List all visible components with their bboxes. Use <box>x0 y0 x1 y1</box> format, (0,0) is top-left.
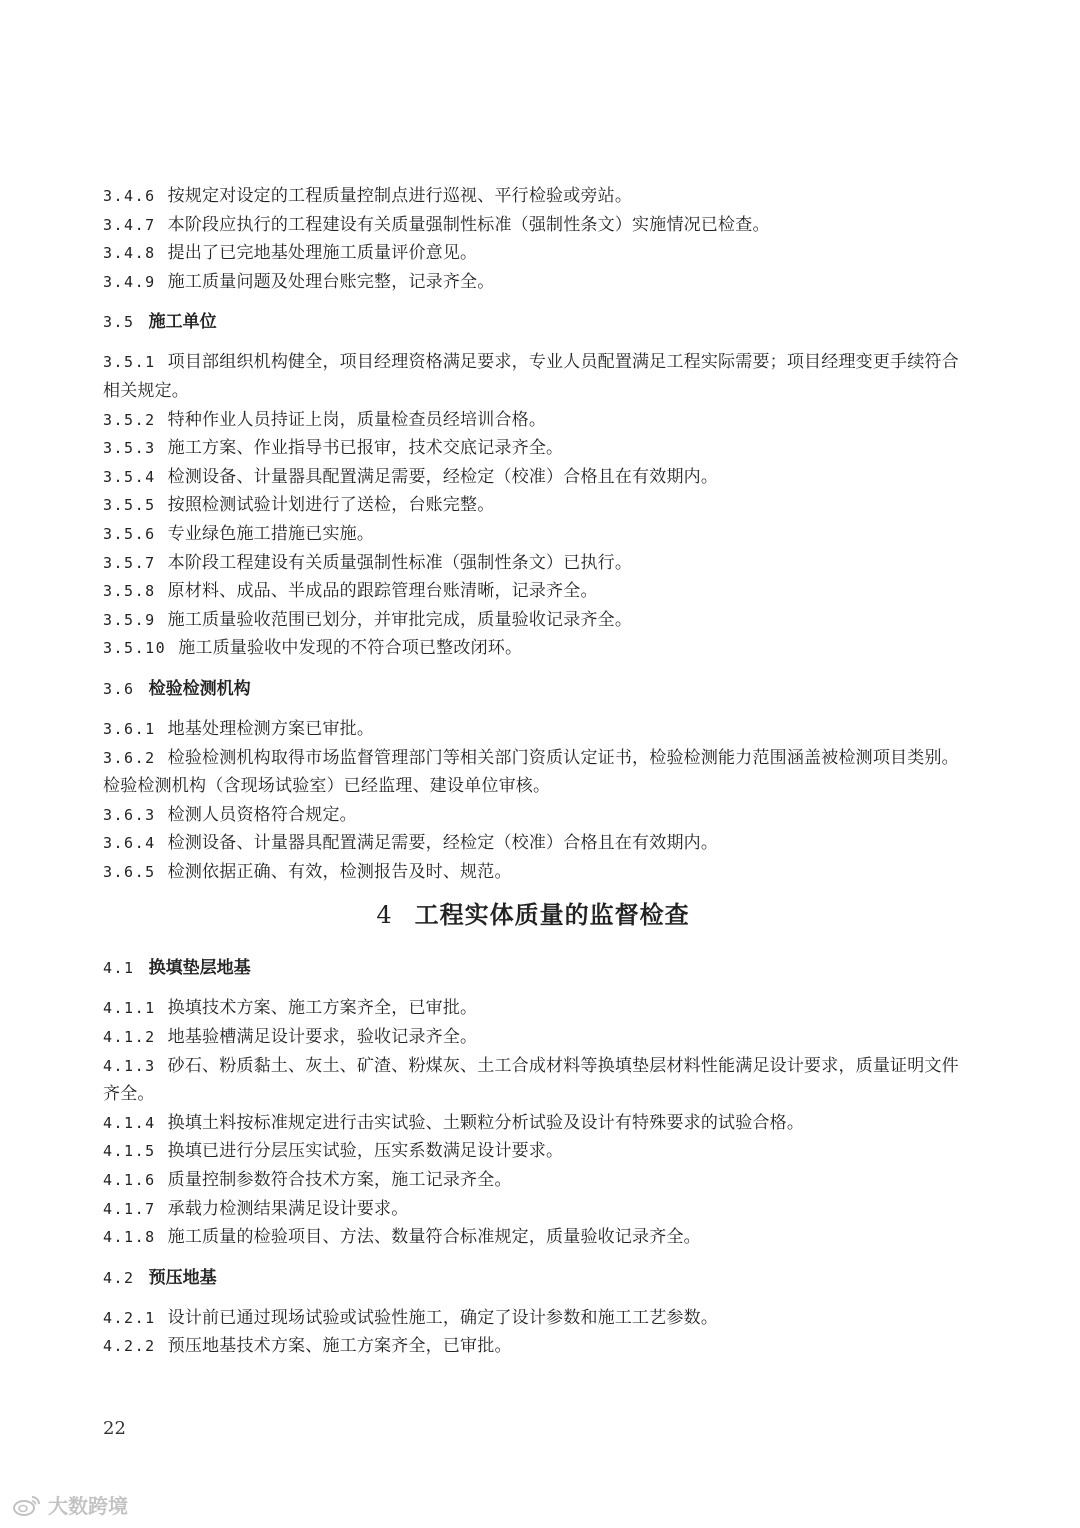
clause-text: 按规定对设定的工程质量控制点进行巡视、平行检验或旁站。 <box>167 186 633 206</box>
clause-number: 4.1.5 <box>103 1142 156 1161</box>
clause-item <box>103 1223 963 1252</box>
clause-number: 4.1.8 <box>103 1228 156 1247</box>
chapter-title: 工程实体质量的监督检查 <box>414 901 690 930</box>
clause-text: 地基处理检测方案已审批。 <box>167 718 375 739</box>
section-title: 施工单位 <box>148 312 217 333</box>
clause-item <box>103 1137 963 1166</box>
clause-item <box>103 994 963 1023</box>
clause-item <box>103 744 963 801</box>
clause-text: 砂石、粉质黏土、灰土、矿渣、粉煤灰、土工合成材料等换填垫层材料性能满足设计要求，质量证明文件齐全。 <box>103 1055 959 1105</box>
weibo-logo-icon <box>12 1493 42 1517</box>
clause-text: 项目部组织机构健全，项目经理资格满足要求，专业人员配置满足工程实际需要；项目经理变更手续符合相关规定。 <box>103 352 959 401</box>
clause-item <box>103 1195 963 1224</box>
watermark-text: 大数跨境 <box>48 1494 128 1518</box>
clause-number: 3.5.1 <box>103 353 156 372</box>
clause-item <box>103 577 963 606</box>
clause-text: 本阶段应执行的工程建设有关质量强制性标准（强制性条文）实施情况已检查。 <box>167 214 770 235</box>
clause-item <box>103 1304 963 1333</box>
section-title: 换填垫层地基 <box>148 958 251 979</box>
clause-item <box>103 239 963 268</box>
chapter-number: 4 <box>376 901 393 930</box>
clause-item <box>103 634 963 663</box>
page-number: 22 <box>103 1418 126 1439</box>
clause-text: 预压地基技术方案、施工方案齐全，已审批。 <box>167 1336 512 1357</box>
clause-text: 检测设备、计量器具配置满足需要，经检定（校准）合格且在有效期内。 <box>167 833 719 854</box>
clause-text: 施工质量的检验项目、方法、数量符合标准规定，质量验收记录齐全。 <box>167 1227 701 1248</box>
clause-number: 4.1.2 <box>103 1028 156 1047</box>
clause-item <box>103 715 963 744</box>
clause-number: 4.1.3 <box>103 1056 156 1075</box>
document-content <box>103 182 963 1361</box>
clause-number: 3.6.3 <box>103 805 156 824</box>
clause-item <box>103 549 963 578</box>
section-number: 3.5 <box>103 313 135 332</box>
clause-text: 质量控制参数符合技术方案，施工记录齐全。 <box>167 1170 512 1191</box>
section-heading-4-1 <box>103 954 963 982</box>
clause-item <box>103 211 963 240</box>
clause-number: 3.5.5 <box>103 496 156 515</box>
clause-item <box>103 434 963 463</box>
section-title: 预压地基 <box>148 1267 217 1288</box>
clause-text: 设计前已通过现场试验或试验性施工，确定了设计参数和施工工艺参数。 <box>167 1307 719 1328</box>
clause-text: 施工质量问题及处理台账完整，记录齐全。 <box>167 271 495 292</box>
clause-item <box>103 520 963 549</box>
clause-text: 换填土料按标准规定进行击实试验、土颗粒分析试验及设计有特殊要求的试验合格。 <box>167 1112 805 1133</box>
clause-item <box>103 1052 963 1109</box>
clause-number: 3.5.2 <box>103 410 156 429</box>
clause-text: 施工方案、作业指导书已报审，技术交底记录齐全。 <box>167 438 564 459</box>
clause-text: 检验检测机构取得市场监督管理部门等相关部门资质认定证书，检验检测能力范围涵盖被检测项目类别。检验检测机构（含现场试验室）已经监理、建设单位审核。 <box>103 747 959 797</box>
clause-number: 3.4.6 <box>103 187 156 205</box>
section-heading-3-6 <box>103 675 963 703</box>
section-number: 4.2 <box>103 1268 135 1287</box>
clause-item <box>103 1023 963 1052</box>
clause-number: 4.1.7 <box>103 1199 156 1218</box>
clause-text: 检测人员资格符合规定。 <box>167 804 357 825</box>
clause-text: 检测设备、计量器具配置满足需要，经检定（校准）合格且在有效期内。 <box>167 466 719 487</box>
section-heading-3-5 <box>103 308 963 336</box>
clause-text: 提出了已完地基处理施工质量评价意见。 <box>167 243 478 264</box>
clause-number: 3.4.9 <box>103 272 156 291</box>
clause-number: 3.5.10 <box>103 639 167 658</box>
clause-text: 施工质量验收范围已划分，并审批完成，质量验收记录齐全。 <box>167 609 633 630</box>
clause-number: 3.5.3 <box>103 439 156 458</box>
clause-item <box>103 829 963 858</box>
clause-text: 换填技术方案、施工方案齐全，已审批。 <box>167 998 478 1019</box>
clause-list-4-1 <box>103 994 963 1251</box>
clause-text: 特种作业人员持证上岗，质量检查员经培训合格。 <box>167 409 547 430</box>
clause-item <box>103 463 963 492</box>
clause-list-3-5 <box>103 348 963 663</box>
clause-number: 4.2.2 <box>103 1337 156 1356</box>
clause-text: 检测依据正确、有效，检测报告及时、规范。 <box>167 861 512 882</box>
clause-text: 原材料、成品、半成品的跟踪管理台账清晰，记录齐全。 <box>167 581 598 602</box>
clause-number: 3.4.8 <box>103 244 156 263</box>
watermark <box>12 1490 128 1519</box>
section-number: 3.6 <box>103 679 135 698</box>
clause-item <box>103 491 963 520</box>
clause-item <box>103 801 963 830</box>
clause-number: 3.6.1 <box>103 719 156 738</box>
clause-text: 承载力检测结果满足设计要求。 <box>167 1198 409 1219</box>
clause-text: 专业绿色施工措施已实施。 <box>167 523 375 544</box>
section-heading-4-2 <box>103 1264 963 1292</box>
clause-number: 3.4.7 <box>103 215 156 234</box>
clause-item <box>103 1332 963 1361</box>
section-title: 检验检测机构 <box>148 678 251 699</box>
clause-text: 施工质量验收中发现的不符合项已整改闭环。 <box>178 638 523 659</box>
clause-item <box>103 606 963 635</box>
clause-item <box>103 268 963 297</box>
chapter-heading-4 <box>103 898 963 932</box>
clause-number: 3.6.2 <box>103 748 156 767</box>
clause-number: 3.5.4 <box>103 467 156 486</box>
clause-item <box>103 406 963 435</box>
clause-text: 本阶段工程建设有关质量强制性标准（强制性条文）已执行。 <box>167 552 633 573</box>
clause-number: 3.5.8 <box>103 582 156 601</box>
clause-number: 3.6.4 <box>103 834 156 853</box>
clause-number: 4.1.4 <box>103 1113 156 1132</box>
clause-text: 地基验槽满足设计要求，验收记录齐全。 <box>167 1027 478 1048</box>
clause-text: 换填已进行分层压实试验，压实系数满足设计要求。 <box>167 1141 564 1162</box>
clause-number: 4.2.1 <box>103 1308 156 1327</box>
clause-number: 3.6.5 <box>103 862 156 881</box>
clause-number: 3.5.6 <box>103 524 156 543</box>
clause-item <box>103 1109 963 1138</box>
section-number: 4.1 <box>103 959 135 978</box>
clause-number: 3.5.7 <box>103 553 156 572</box>
clause-list-3-4 <box>103 182 963 296</box>
clause-item <box>103 858 963 887</box>
clause-list-4-2 <box>103 1304 963 1361</box>
clause-number: 4.1.1 <box>103 999 156 1018</box>
clause-text: 按照检测试验计划进行了送检，台账完整。 <box>167 495 495 516</box>
clause-item <box>103 1166 963 1195</box>
clause-item <box>103 182 963 211</box>
clause-item <box>103 348 963 405</box>
clause-number: 3.5.9 <box>103 610 156 629</box>
clause-list-3-6 <box>103 715 963 887</box>
clause-number: 4.1.6 <box>103 1171 156 1190</box>
